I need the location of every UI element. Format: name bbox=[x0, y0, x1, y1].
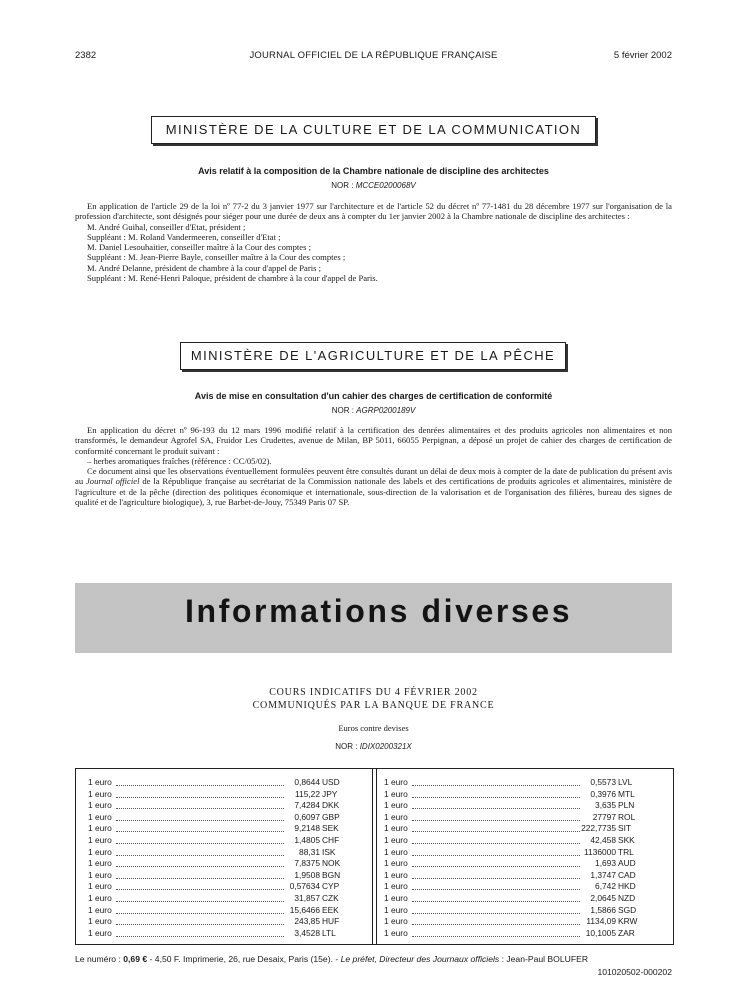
rate-label: 1 euro bbox=[384, 800, 408, 811]
rate-row bbox=[88, 800, 368, 812]
dot-leader bbox=[116, 797, 284, 798]
currency-code: SKK bbox=[618, 834, 635, 845]
avis-certification-title: Avis de mise en consultation d'un cahier des charges de certification de conformité bbox=[194, 391, 553, 401]
member-line: M. André Delanne, président de chambre à la cour d'appel de Paris ; bbox=[87, 262, 321, 273]
dot-leader bbox=[412, 843, 580, 844]
product-item: – herbes aromatiques fraîches (référence : CC/05/02). bbox=[87, 455, 272, 466]
rate-label: 1 euro bbox=[384, 834, 408, 845]
rates-column-right bbox=[384, 777, 664, 939]
rate-row bbox=[88, 928, 368, 940]
currency-code: CAD bbox=[618, 869, 636, 880]
rate-row bbox=[384, 789, 664, 801]
currency-code: AUD bbox=[618, 858, 636, 869]
cours-line-1: COURS INDICATIFS DU 4 FÉVRIER 2002 bbox=[269, 687, 478, 698]
dot-leader bbox=[116, 808, 284, 809]
nor-code: MCCE0200068V bbox=[355, 181, 416, 190]
rate-row bbox=[88, 893, 368, 905]
nor-code: AGRP0200189V bbox=[356, 406, 416, 415]
footer-price: 0,69 € bbox=[123, 954, 148, 964]
footer-signer: : Jean-Paul BOLUFER bbox=[499, 954, 589, 964]
rate-value: 1,5866 bbox=[590, 904, 616, 915]
rate-row bbox=[384, 835, 664, 847]
currency-code: ISK bbox=[322, 846, 336, 857]
rate-value: 7,4284 bbox=[294, 800, 320, 811]
rate-row bbox=[88, 881, 368, 893]
dot-leader bbox=[412, 913, 580, 914]
rate-row bbox=[384, 881, 664, 893]
footer-code: 101020502-000202 bbox=[597, 967, 672, 977]
avis-architectes-body bbox=[75, 201, 672, 283]
rate-row bbox=[88, 905, 368, 917]
rate-label: 1 euro bbox=[384, 777, 408, 787]
cours-subtitle: Euros contre devises bbox=[338, 723, 409, 733]
rate-label: 1 euro bbox=[384, 811, 408, 822]
rate-row bbox=[384, 812, 664, 824]
dot-leader bbox=[412, 936, 580, 937]
rate-row bbox=[384, 928, 664, 940]
ministry-agriculture-box bbox=[180, 342, 566, 370]
rate-row bbox=[384, 916, 664, 928]
rate-value: 1,693 bbox=[595, 858, 616, 869]
currency-code: MTL bbox=[618, 788, 635, 799]
rate-row bbox=[384, 905, 664, 917]
dot-leader bbox=[412, 797, 580, 798]
currency-code: PLN bbox=[618, 800, 635, 811]
currency-code: ROL bbox=[618, 811, 636, 822]
rate-label: 1 euro bbox=[88, 916, 112, 927]
currency-code: SIT bbox=[618, 823, 632, 834]
footer-numero-label: Le numéro : bbox=[75, 954, 121, 964]
page-footer bbox=[75, 954, 672, 964]
para2-end: de la République française au secrétariat de la Commission nationale des labels et des certifications de produits agricoles et alimentaires, ministère de l'agriculture et de la pêche (direction des politiques économique et internationale, sous-direction de la valorisation et de l'organisation des filières, bureau des signes de qualité et de l'agriculture biologique), 3, rue Barbet-de-Jouy, 75349 Paris 07 SP. bbox=[75, 476, 672, 508]
page-number: 2382 bbox=[75, 50, 97, 61]
footer-imprimerie: - 4,50 F. Imprimerie, 26, rue Desaix, Paris (15e). - bbox=[147, 954, 341, 964]
dot-leader bbox=[412, 855, 580, 856]
avis-certification-body bbox=[75, 425, 672, 507]
currency-code: CYP bbox=[322, 881, 340, 892]
rate-label: 1 euro bbox=[384, 881, 408, 892]
rate-value: 0,8644 bbox=[294, 777, 320, 787]
rate-row bbox=[88, 835, 368, 847]
rate-label: 1 euro bbox=[88, 869, 112, 880]
rate-row bbox=[88, 870, 368, 882]
dot-leader bbox=[116, 820, 284, 821]
rate-label: 1 euro bbox=[384, 916, 408, 927]
rate-value: 31,857 bbox=[294, 892, 320, 903]
member-line: M. Daniel Lesouhaitier, conseiller maître à la Cour des comptes ; bbox=[87, 242, 311, 253]
nor-reference-2 bbox=[75, 406, 672, 415]
rate-label: 1 euro bbox=[88, 777, 112, 787]
member-line: Suppléant : M. Roland Vandermeeren, conseiller d'Etat ; bbox=[87, 231, 281, 242]
ministry-culture-title: MINISTÈRE DE LA CULTURE ET DE LA COMMUNICATION bbox=[165, 122, 582, 137]
dot-leader bbox=[412, 878, 580, 879]
dot-leader bbox=[116, 831, 284, 832]
currency-code: CHF bbox=[322, 834, 340, 845]
rate-value: 0,57634 bbox=[289, 881, 320, 892]
rate-label: 1 euro bbox=[384, 869, 408, 880]
rate-value: 6,742 bbox=[595, 881, 616, 892]
dot-leader bbox=[116, 785, 284, 786]
rate-value: 7,8375 bbox=[294, 858, 320, 869]
nor-label: NOR : bbox=[331, 406, 354, 415]
rate-value: 1136000 bbox=[584, 846, 616, 857]
footer-prefet: Le préfet, Directeur des Journaux officiels bbox=[340, 954, 500, 964]
rate-value: 115,22 bbox=[295, 788, 320, 799]
nor-label: NOR : bbox=[331, 181, 354, 190]
rate-label: 1 euro bbox=[384, 904, 408, 915]
currency-code: USD bbox=[322, 777, 340, 787]
rate-row bbox=[88, 777, 368, 789]
rate-label: 1 euro bbox=[88, 892, 112, 903]
avis-architectes-title: Avis relatif à la composition de la Chambre nationale de discipline des architectes bbox=[198, 166, 549, 176]
nor-label: NOR : bbox=[335, 742, 358, 751]
rate-value: 3,4528 bbox=[294, 927, 320, 938]
currency-code: LVL bbox=[618, 777, 633, 787]
dot-leader bbox=[116, 866, 284, 867]
certification-para-1: En application du décret nº 96-193 du 12 mars 1996 modifié relatif à la certification des denrées alimentaires et des produits agricoles non alimentaires et non transformés, le demandeur Agrofel SA, Fruidor Les Crudettes, avenue de Milan, BP 5011, 66055 Perpignan, a déposé un projet de cahier des charges de certification de conformité concernant le produit suivant : bbox=[75, 425, 672, 456]
rate-value: 1,9508 bbox=[294, 869, 320, 880]
rate-value: 0,6097 bbox=[294, 811, 320, 822]
dot-leader bbox=[412, 866, 580, 867]
rate-label: 1 euro bbox=[88, 823, 112, 834]
journal-officiel-italic: Journal officiel bbox=[85, 476, 140, 487]
rate-value: 88,31 bbox=[299, 846, 320, 857]
rate-value: 10,1005 bbox=[585, 927, 616, 938]
rate-value: 1,4805 bbox=[294, 834, 320, 845]
currency-code: SGD bbox=[618, 904, 637, 915]
rate-row bbox=[88, 858, 368, 870]
rate-row bbox=[88, 789, 368, 801]
currency-code: KRW bbox=[618, 916, 638, 927]
rates-column-left bbox=[88, 777, 368, 939]
avis-intro: En application de l'article 29 de la loi nº 77-2 du 3 janvier 1977 sur l'architecture et de l'article 52 du décret nº 77-1481 du 28 décembre 1977 sur l'organisation de la profession d'architecte, sont désignés pour siéger pour une durée de deux ans à compter du 1er janvier 2002 à la Chambre nationale de discipline des architectes : bbox=[75, 201, 672, 222]
rate-label: 1 euro bbox=[384, 892, 408, 903]
dot-leader bbox=[412, 785, 580, 786]
member-line: Suppléant : M. Jean-Pierre Bayle, conseiller maître à la Cour des comptes ; bbox=[87, 252, 346, 263]
rate-row bbox=[384, 800, 664, 812]
rate-label: 1 euro bbox=[88, 834, 112, 845]
rate-row bbox=[384, 870, 664, 882]
rate-value: 0,3976 bbox=[590, 788, 616, 799]
rate-label: 1 euro bbox=[384, 858, 408, 869]
currency-code: NOK bbox=[322, 858, 341, 869]
currency-code: TRL bbox=[618, 846, 634, 857]
dot-leader bbox=[116, 901, 284, 902]
rate-label: 1 euro bbox=[88, 927, 112, 938]
currency-code: DKK bbox=[322, 800, 340, 811]
rate-value: 1,3747 bbox=[590, 869, 616, 880]
dot-leader bbox=[412, 889, 580, 890]
informations-diverses-banner bbox=[75, 583, 672, 653]
ministry-agriculture-title: MINISTÈRE DE L'AGRICULTURE ET DE LA PÊCHE bbox=[190, 348, 556, 363]
dot-leader bbox=[116, 936, 284, 937]
rate-label: 1 euro bbox=[88, 788, 112, 799]
currency-code: GBP bbox=[322, 811, 340, 822]
rate-row bbox=[384, 777, 664, 789]
rate-value: 0,5573 bbox=[590, 777, 616, 787]
rate-row bbox=[384, 823, 664, 835]
member-line: M. André Guihal, conseiller d'Etat, président ; bbox=[87, 221, 246, 232]
rate-label: 1 euro bbox=[384, 788, 408, 799]
rate-row bbox=[88, 812, 368, 824]
issue-date: 5 février 2002 bbox=[613, 50, 672, 61]
para2-start: Ce document ainsi que les observations éventuellement formulées peuvent être consultés durant un délai de deux mois à compter de la date de publication du présent avis au bbox=[75, 466, 672, 487]
currency-code: HKD bbox=[618, 881, 636, 892]
currency-code: HUF bbox=[322, 916, 340, 927]
rate-label: 1 euro bbox=[88, 800, 112, 811]
rate-label: 1 euro bbox=[88, 846, 112, 857]
rate-label: 1 euro bbox=[88, 858, 112, 869]
rate-value: 1134,09 bbox=[586, 916, 616, 927]
dot-leader bbox=[412, 831, 580, 832]
column-divider bbox=[372, 769, 377, 944]
rate-value: 2,0645 bbox=[590, 892, 616, 903]
currency-code: ZAR bbox=[618, 927, 635, 938]
dot-leader bbox=[116, 878, 284, 879]
dot-leader bbox=[116, 913, 284, 914]
rate-value: 9,2148 bbox=[294, 823, 320, 834]
currency-code: JPY bbox=[322, 788, 338, 799]
rate-row bbox=[88, 916, 368, 928]
rate-value: 3,635 bbox=[595, 800, 616, 811]
rate-value: 243,85 bbox=[294, 916, 320, 927]
dot-leader bbox=[116, 843, 284, 844]
cours-line-2: COMMUNIQUÉS PAR LA BANQUE DE FRANCE bbox=[252, 700, 495, 711]
member-line: Suppléant : M. René-Henri Paloque, président de chambre à la cour d'appel de Paris. bbox=[87, 273, 378, 284]
rate-label: 1 euro bbox=[384, 823, 408, 834]
currency-code: BGN bbox=[322, 869, 341, 880]
dot-leader bbox=[116, 924, 284, 925]
dot-leader bbox=[412, 820, 580, 821]
rate-row bbox=[384, 858, 664, 870]
nor-reference-1 bbox=[75, 181, 672, 190]
exchange-rates-table bbox=[75, 768, 674, 945]
ministry-culture-box bbox=[151, 116, 596, 144]
rate-value: 222,7735 bbox=[581, 823, 616, 834]
currency-code: EEK bbox=[322, 904, 339, 915]
journal-title: JOURNAL OFFICIEL DE LA RÉPUBLIQUE FRANÇAISE bbox=[249, 50, 498, 61]
currency-code: NZD bbox=[618, 892, 636, 903]
nor-code: IDIX0200321X bbox=[359, 742, 412, 751]
rate-value: 15,6466 bbox=[289, 904, 320, 915]
nor-reference-3 bbox=[75, 742, 672, 751]
dot-leader bbox=[116, 889, 284, 890]
cours-heading bbox=[75, 686, 672, 712]
currency-code: SEK bbox=[322, 823, 339, 834]
rate-label: 1 euro bbox=[88, 811, 112, 822]
rate-label: 1 euro bbox=[88, 904, 112, 915]
currency-code: LTL bbox=[322, 927, 336, 938]
banner-title: Informations diverses bbox=[185, 593, 573, 629]
rate-label: 1 euro bbox=[88, 881, 112, 892]
rate-value: 27797 bbox=[592, 811, 616, 822]
dot-leader bbox=[412, 924, 580, 925]
certification-para-2 bbox=[75, 466, 672, 507]
rate-row bbox=[88, 847, 368, 859]
rate-row bbox=[88, 823, 368, 835]
rate-row bbox=[384, 847, 664, 859]
rate-value: 42,458 bbox=[590, 834, 616, 845]
dot-leader bbox=[116, 855, 284, 856]
currency-code: CZK bbox=[322, 892, 339, 903]
dot-leader bbox=[412, 901, 580, 902]
dot-leader bbox=[412, 808, 580, 809]
rate-label: 1 euro bbox=[384, 846, 408, 857]
rate-label: 1 euro bbox=[384, 927, 408, 938]
rate-row bbox=[384, 893, 664, 905]
